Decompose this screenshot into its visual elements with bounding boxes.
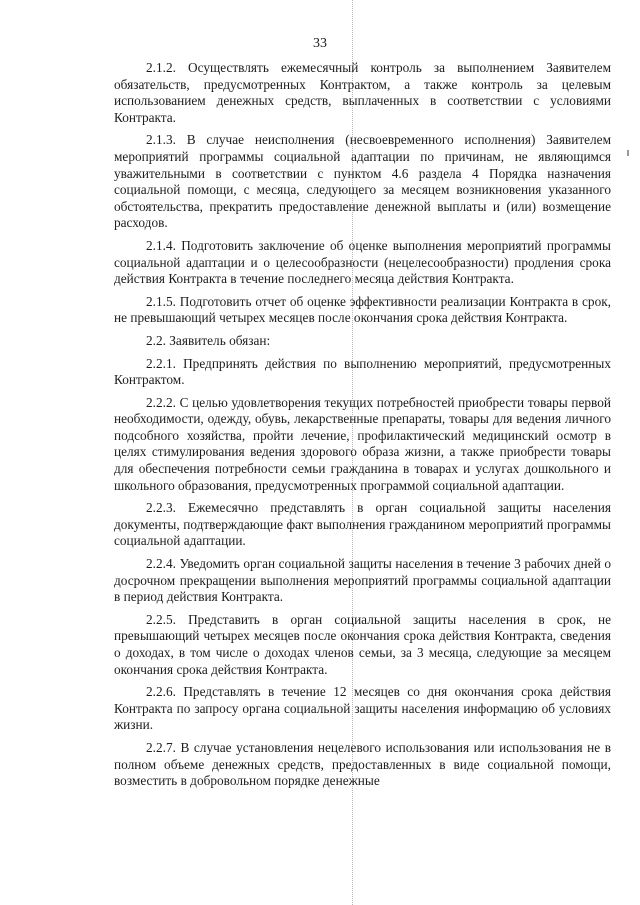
paragraph-2-1-4: 2.1.4. Подготовить заключение об оценке выполнения мероприятий программы социальной адаптации и о целесообразности (нецелесообразности) продления срока действия Контракта в течение последнего месяца действия Контракта. bbox=[114, 237, 611, 287]
page-number: 33 bbox=[313, 36, 327, 51]
paragraph-2-1-3: 2.1.3. В случае неисполнения (несвоевременного исполнения) Заявителем мероприятий программы социальной адаптации по причинам, не являющимся уважительными в соответствии с пунктом 4.6 раздела 4 Порядка назначения социальной помощи, с месяца, следующего за месяцем возникновения указанного обстоятельства, прекратить предоставление денежной выплаты и (или) возмещение расходов. bbox=[114, 132, 611, 231]
paragraph-2-1-2: 2.1.2. Осуществлять ежемесячный контроль за выполнением Заявителем обязательств, предусмотренных Контрактом, а также контроль за целевым использованием денежных средств, выплаченных в соответствии с условиями Контракта. bbox=[114, 60, 611, 125]
paragraph-2-1-5: 2.1.5. Подготовить отчет об оценке эффективности реализации Контракта в срок, не превышающий четырех месяцев после окончания срока действия Контракта. bbox=[114, 293, 611, 326]
section-heading-2-2: 2.2. Заявитель обязан: bbox=[146, 332, 271, 348]
paragraph-2-2-6: 2.2.6. Представлять в течение 12 месяцев со дня окончания срока действия Контракта по запросу органа социальной защиты населения информацию об условиях жизни. bbox=[114, 684, 611, 733]
paragraph-2-2-1: 2.2.1. Предпринять действия по выполнению мероприятий, предусмотренных Контрактом. bbox=[114, 355, 611, 388]
document-body bbox=[114, 60, 611, 796]
paragraph-2-2-2: 2.2.2. С целью удовлетворения текущих потребностей приобрести товары первой необходимости, одежду, обувь, лекарственные препараты, товары для ведения личного подсобного хозяйства, пройти лечение, профилактический медицинский осмотр в целях стимулирования ведения здорового образа жизни, а также приобрести товары для обеспечения потребности семьи гражданина в товарах и услугах дошкольного и школьного образования, предусмотренных программой социальной адаптации. bbox=[114, 394, 611, 493]
scan-edge-mark bbox=[627, 150, 629, 156]
paragraph-2-2-3: 2.2.3. Ежемесячно представлять в орган социальной защиты населения документы, подтверждающие факт выполнения гражданином мероприятий программы социальной адаптации. bbox=[114, 500, 611, 549]
paragraph-2-2-5: 2.2.5. Представить в орган социальной защиты населения в срок, не превышающий четырех месяцев после окончания срока действия Контракта, сведения о доходах, в том числе о доходах членов семьи, за 3 месяца, следующие за месяцем окончания срока действия Контракта. bbox=[114, 611, 611, 677]
paragraph-2-2-7: 2.2.7. В случае установления нецелевого использования или использования не в полном объеме денежных средств, предоставленных в виде социальной помощи, возместить в добровольном порядке денежные bbox=[114, 739, 611, 789]
paragraph-2-2-4: 2.2.4. Уведомить орган социальной защиты населения в течение 3 рабочих дней о досрочном прекращении выполнения мероприятий программы социальной адаптации в период действия Контракта. bbox=[114, 556, 611, 605]
